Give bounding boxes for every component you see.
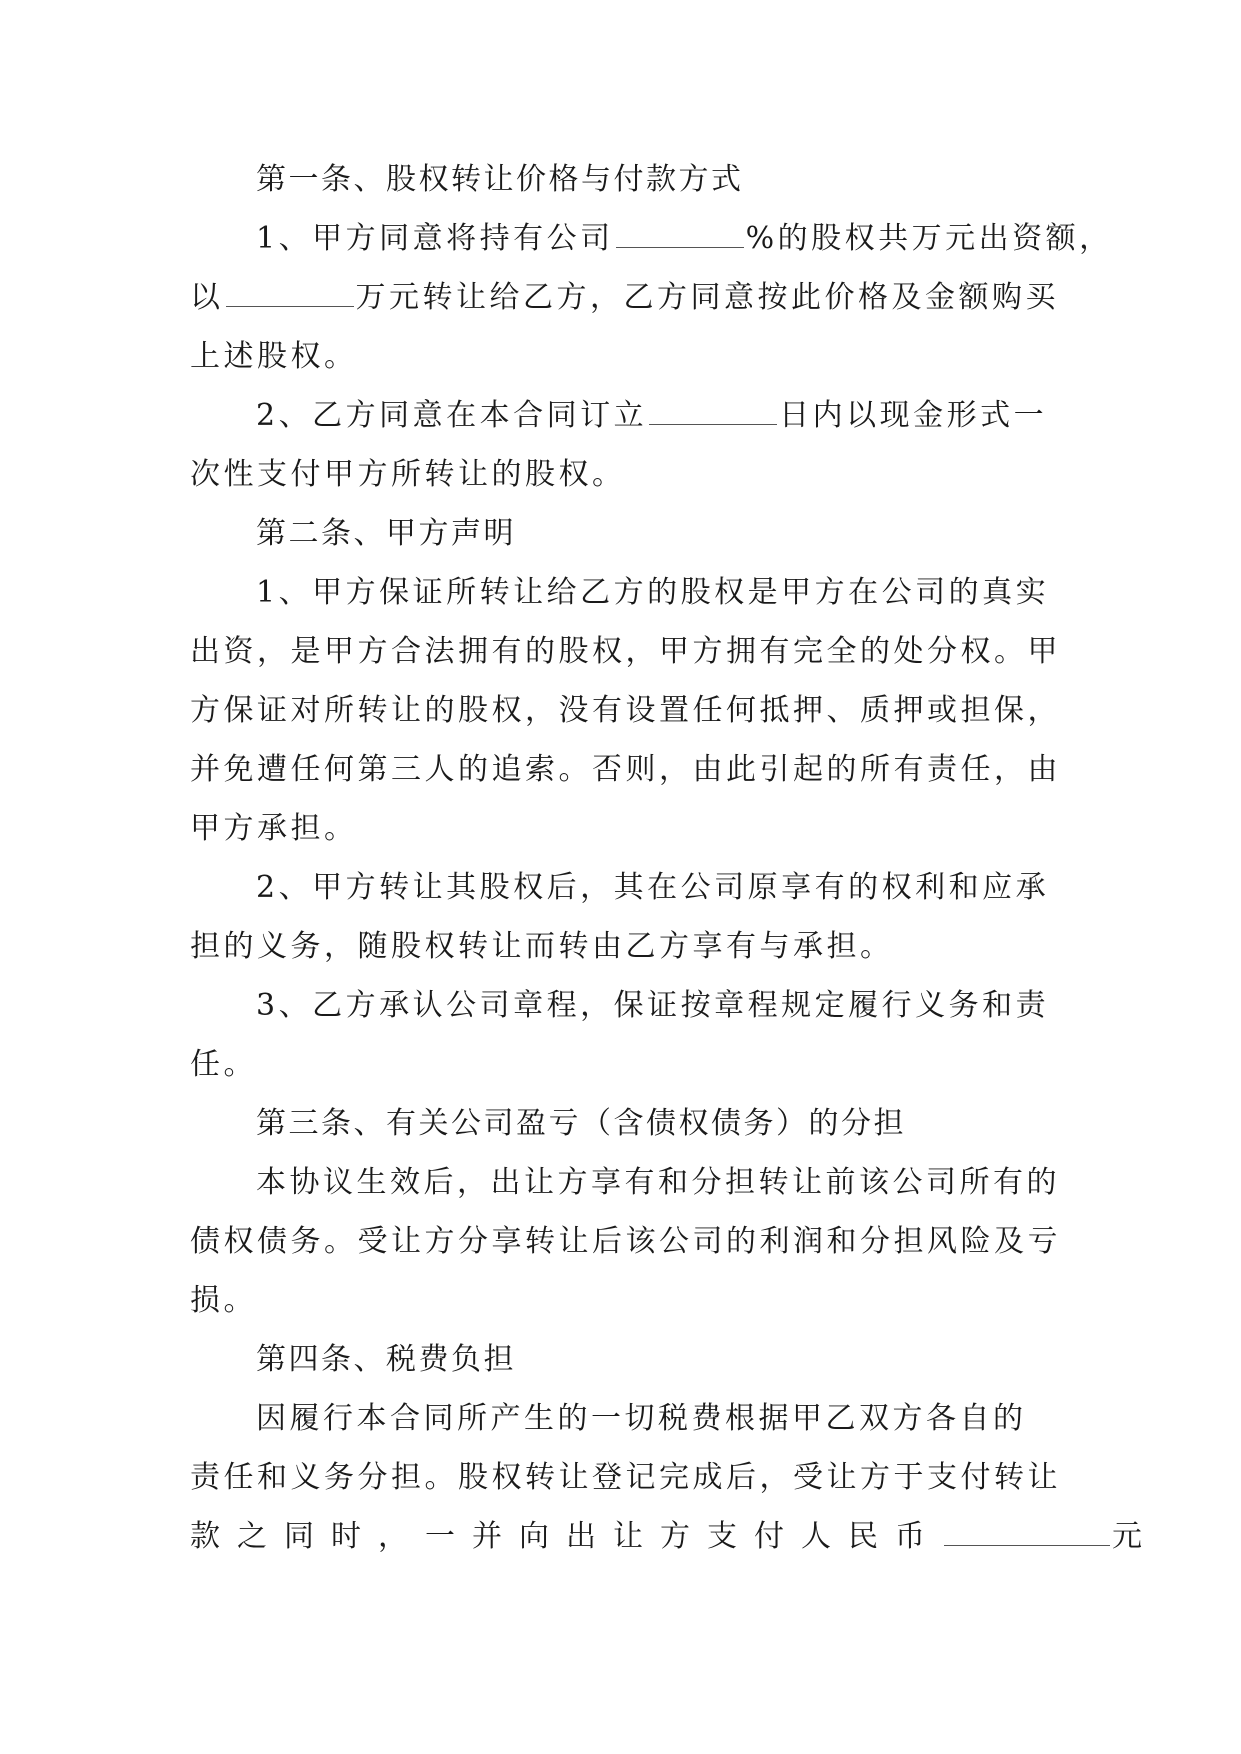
article-2-clause-1-line-4: 并免遭任何第三人的追索。否则，由此引起的所有责任，由 — [190, 752, 1061, 787]
text-segment: 日内以现金形式一 — [779, 398, 1048, 433]
article-2-clause-2-line-2: 担的义务，随股权转让而转由乙方享有与承担。 — [190, 929, 894, 964]
text-segment: 款之同时，一并向出让方支付人民币 — [190, 1519, 942, 1554]
article-1-clause-2-line-2: 次性支付甲方所转让的股权。 — [190, 457, 626, 492]
article-1-clause-1-line-2 — [190, 268, 1059, 327]
article-2-clause-2-line-1: 2、甲方转让其股权后，其在公司原享有的权利和应承 — [256, 870, 1050, 905]
article-2-clause-1-line-1: 1、甲方保证所转让给乙方的股权是甲方在公司的真实 — [256, 575, 1050, 610]
text-segment: 元 — [1112, 1519, 1146, 1554]
fill-in-blank-amount[interactable] — [226, 282, 354, 307]
article-3-paragraph-line-2: 债权债务。受让方分享转让后该公司的利润和分担风险及亏 — [190, 1224, 1061, 1259]
article-3-paragraph-line-3: 损。 — [190, 1283, 257, 1318]
article-3-paragraph-line-1: 本协议生效后，出让方享有和分担转让前该公司所有的 — [256, 1165, 1060, 1200]
text-segment: 以 — [190, 280, 224, 315]
article-2-clause-1-line-3: 方保证对所转让的股权，没有设置任何抵押、质押或担保， — [190, 693, 1061, 728]
fill-in-blank-days[interactable] — [649, 400, 777, 425]
article-4-paragraph-line-1: 因履行本合同所产生的一切税费根据甲乙双方各自的 — [256, 1401, 1027, 1436]
fill-in-blank-percentage[interactable] — [616, 223, 744, 248]
article-1-clause-2-line-1 — [190, 386, 1050, 445]
article-4-paragraph-line-3 — [190, 1507, 1146, 1566]
article-1-clause-1-line-3: 上述股权。 — [190, 339, 358, 374]
document-page — [190, 150, 1146, 1566]
article-2-title: 第二条、甲方声明 — [256, 516, 516, 551]
article-2-clause-3-line-2: 任。 — [190, 1047, 257, 1082]
article-4-paragraph-line-2: 责任和义务分担。股权转让登记完成后，受让方于支付转让 — [190, 1460, 1061, 1495]
article-3-title: 第三条、有关公司盈亏（含债权债务）的分担 — [256, 1106, 906, 1141]
article-1-title: 第一条、股权转让价格与付款方式 — [256, 162, 744, 197]
text-segment: 万元转让给乙方，乙方同意按此价格及金额购买 — [355, 280, 1059, 315]
article-2-clause-1-line-5: 甲方承担。 — [190, 811, 358, 846]
article-2-clause-3-line-1: 3、乙方承认公司章程，保证按章程规定履行义务和责 — [256, 988, 1050, 1023]
text-segment: 2、乙方同意在本合同订立 — [256, 398, 648, 433]
article-4-title: 第四条、税费负担 — [256, 1342, 516, 1377]
text-segment: 1、甲方同意将持有公司 — [256, 221, 614, 256]
article-2-clause-1-line-2: 出资，是甲方合法拥有的股权，甲方拥有完全的处分权。甲 — [190, 634, 1061, 669]
text-segment: %的股权共万元出资额， — [745, 221, 1113, 256]
article-1-clause-1-line-1 — [190, 209, 1113, 268]
fill-in-blank-rmb-amount[interactable] — [944, 1521, 1110, 1546]
